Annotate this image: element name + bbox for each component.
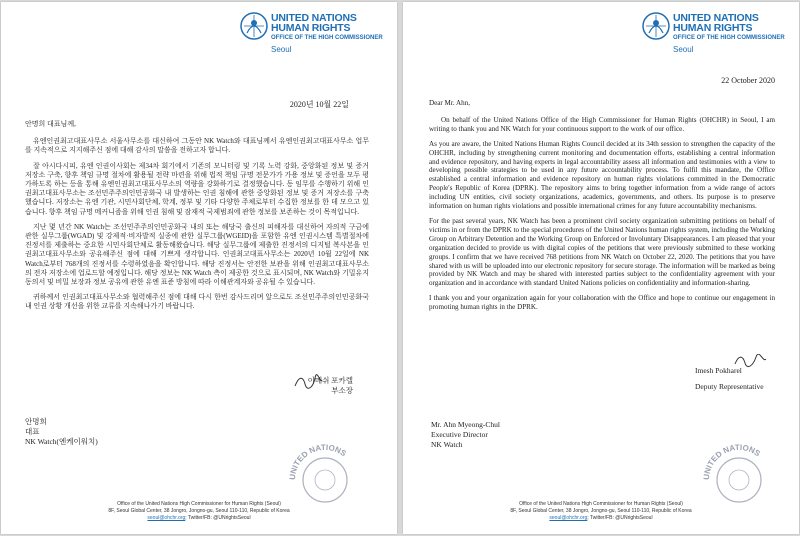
org-line2: HUMAN RIGHTS [271, 22, 351, 34]
letter-body [25, 120, 369, 318]
korean-letter-page [1, 2, 397, 534]
org-line3: OFFICE OF THE HIGH COMMISSIONER [271, 35, 383, 41]
recipient-title: 대표 [25, 427, 40, 436]
paragraph: 지난 몇 년간 NK Watch는 조선민주주의인민공화국 내의 또는 해당국 출신의 피해자를 대신하여 자의적 구금에 관한 실무그룹(WGAD) 및 강제적·비자발적 실종에 관한 실무그룹(WGEID)을 포함한 유엔 인권시스템 특별절차에 진정서를 제출하는 중요한 시민사회단체로 활동해왔습니다. 해당 실무그룹에 제출한 진정서의 디지털 복사본을 인권최고대표사무소와 공유해주신 점에 대해 기쁘게 생각합니다. 인권최고대표사무소는 2020년 10월 22일에 NK Watch로부터 768개의 진정서를 수령하였음을 확인합니다. 해당 진정서는 안전한 보관을 위해 인권최고대표사무소의 전자 저장소에 업로드할 예정입니다. 해당 정보는 NK Watch 측이 제공한 것으로 표시되며, NK Watch와 기밀유지 동의서 및 비밀 보장과 정보 공유에 관한 유엔 표준 방침에 따라 이해관계자와 공유될 수 있습니다. [25, 222, 369, 287]
signer-name: Imesh Pokharel [695, 366, 742, 375]
ohchr-logo [239, 9, 389, 69]
recipient-name: Mr. Ahn Myeong-Chul [431, 420, 500, 429]
paragraph: On behalf of the United Nations Office of the High Commissioner for Human Rights (OHCHR) in Seoul, I am writing to thank you and NK Watch for your continuous support to the work of our office. [429, 115, 775, 133]
paragraph: 잘 아시다시피, 유엔 인권이사회는 제34차 회기에서 기존의 모니터링 및 기록 노력 강화, 중앙화된 정보 및 증거 저장소 구축, 향후 책임 규명 절차에 활용될 전략 마련을 위해 법적 책임 규명 전문가가 가용 정보 및 증언을 모두 평가하도록 하는 등을 통해 유엔인권최고대표사무소의 역량을 강화하기로 결정했습니다. 동 임무를 수행하기 위해 인권최고대표사무소는 조선민주주의인민공화국 내 발생하는 인권 침해에 관한 중앙화된 정보 및 증거 저장소를 구축했습니다. 저장소는 유엔 기관, 시민사회단체, 학계, 정부 및 기타 다양한 주체로부터 수집한 정보를 한 데 모으고 있습니다. 향후 책임 규명 메커니즘을 위해 인권 침해 및 잠재적 국제범죄에 관한 정보를 보존하는 것이 목적입니다. [25, 161, 369, 216]
letter-date: 22 October 2020 [721, 76, 775, 85]
letter-date: 2020년 10월 22일 [289, 100, 349, 109]
english-letter-page [403, 2, 799, 534]
letter-body [429, 99, 775, 318]
recipient-block [25, 417, 98, 447]
paragraph: 귀하께서 인권최고대표사무소와 협력해주신 점에 대해 다시 한번 감사드리며 앞으로도 조선민주주의인민공화국 내 인권 상황 개선을 위한 교류를 지속해나가기 바랍니다. [25, 293, 369, 311]
seal-text: NITED NATIONS [703, 442, 762, 475]
footer-line2: 8F, Seoul Global Center, 38 Jongro, Jongno-gu, Seoul 110-110, Republic of Korea [510, 508, 692, 514]
recipient-org: NK Watch [431, 440, 463, 449]
footer [1, 501, 397, 522]
svg-text:UNITED NATIONS [703, 443, 762, 480]
footer-email-link[interactable]: seoul@ohchr.org [549, 515, 588, 521]
un-emblem-icon [239, 11, 269, 41]
ohchr-logo [641, 9, 791, 69]
svg-text:UNITED NATIONS [289, 443, 348, 480]
org-line2: HUMAN RIGHTS [673, 22, 753, 34]
paragraph: For the past several years, NK Watch has been a prominent civil society organization submitting petitions on behalf of victims in or from the DPRK to the special procedures of the United Nations human rights system, including the Working Group on Arbitrary Detention and the Working Group on Enforced or Involuntary Disappearances. I am pleased that your organization decided to provide us with digital copies of the petitions that were previously submitted to these working groups. I confirm that we have received 768 petitions from NK Watch on October 22, 2020. The petitions that you have shared with us will be uploaded into our electronic repository for secure storage. The information will be marked as being provided by NK Watch and may be shared with interested parties subject to the confidentiality agreement with your organization and in accordance with standard United Nations policies on confidentiality and information-sharing. [429, 216, 775, 288]
signer-title: 부소장 [331, 386, 353, 395]
org-line1: UNITED NATIONS [271, 12, 357, 24]
salutation: 안명희 대표님께, [25, 120, 76, 128]
org-line3: OFFICE OF THE HIGH COMMISSIONER [673, 35, 785, 41]
signer-block [273, 376, 353, 396]
salutation: Dear Mr. Ahn, [429, 99, 470, 107]
org-city: Seoul [271, 45, 292, 54]
un-seal [703, 440, 775, 506]
footer [403, 501, 799, 522]
footer-social: ; Twitter/FB: @UNrightsSeoul [185, 515, 251, 521]
footer-email-link[interactable]: seoul@ohchr.org [147, 515, 186, 521]
signer-title: Deputy Representative [695, 382, 764, 391]
recipient-title: Executive Director [431, 430, 488, 439]
un-emblem-icon [641, 11, 671, 41]
org-line1: UNITED NATIONS [673, 12, 759, 24]
paragraph: 유엔인권최고대표사무소 서울사무소를 대신하여 그동안 NK Watch와 대표님께서 유엔인권최고대표사무소 업무를 지속적으로 지지해주신 점에 대해 감사의 말씀을 전하고자 합니다. [25, 137, 369, 155]
footer-social: ; Twitter/FB: @UNrightsSeoul [587, 515, 653, 521]
footer-line1: Office of the United Nations High Commissioner for Human Rights (Seoul) [117, 501, 281, 507]
recipient-block [431, 420, 500, 450]
footer-line1: Office of the United Nations High Commissioner for Human Rights (Seoul) [519, 501, 683, 507]
seal-text: NITED NATIONS [289, 442, 348, 475]
signer-name: 이메쉬 포카렐 [307, 376, 353, 385]
footer-line2: 8F, Seoul Global Center, 38 Jongro, Jongno-gu, Seoul 110-110, Republic of Korea [108, 508, 290, 514]
paragraph: As you are aware, the United Nations Human Rights Council decided at its 34th session to strengthen the capacity of the OHCHR, including by strengthening current monitoring and documentation efforts, establishing a central information and evidence repository, and having experts in legal accountability assess all information and testimonies with a view to developing possible strategies to be used in any future accountability process. To fulfil this mandate, the Office established a central information and evidence repository on human rights violations committed in the Democratic People's Republic of Korea (DPRK). The repository aims to bring together information from a wide range of actors including UN entities, civil society organizations, academics, governments, and others. Its purpose is to preserve information on human rights violations and possible international crimes for any future accountability mechanisms. [429, 139, 775, 211]
recipient-org: NK Watch(엔케이워치) [25, 437, 98, 446]
recipient-name: 안명희 [25, 417, 47, 426]
signer-block [695, 366, 785, 392]
un-seal [289, 440, 361, 506]
paragraph: I thank you and your organization again for your collaboration with the Office and hope to continue our engagement in promoting human rights in the DPRK. [429, 294, 775, 312]
org-city: Seoul [673, 45, 694, 54]
